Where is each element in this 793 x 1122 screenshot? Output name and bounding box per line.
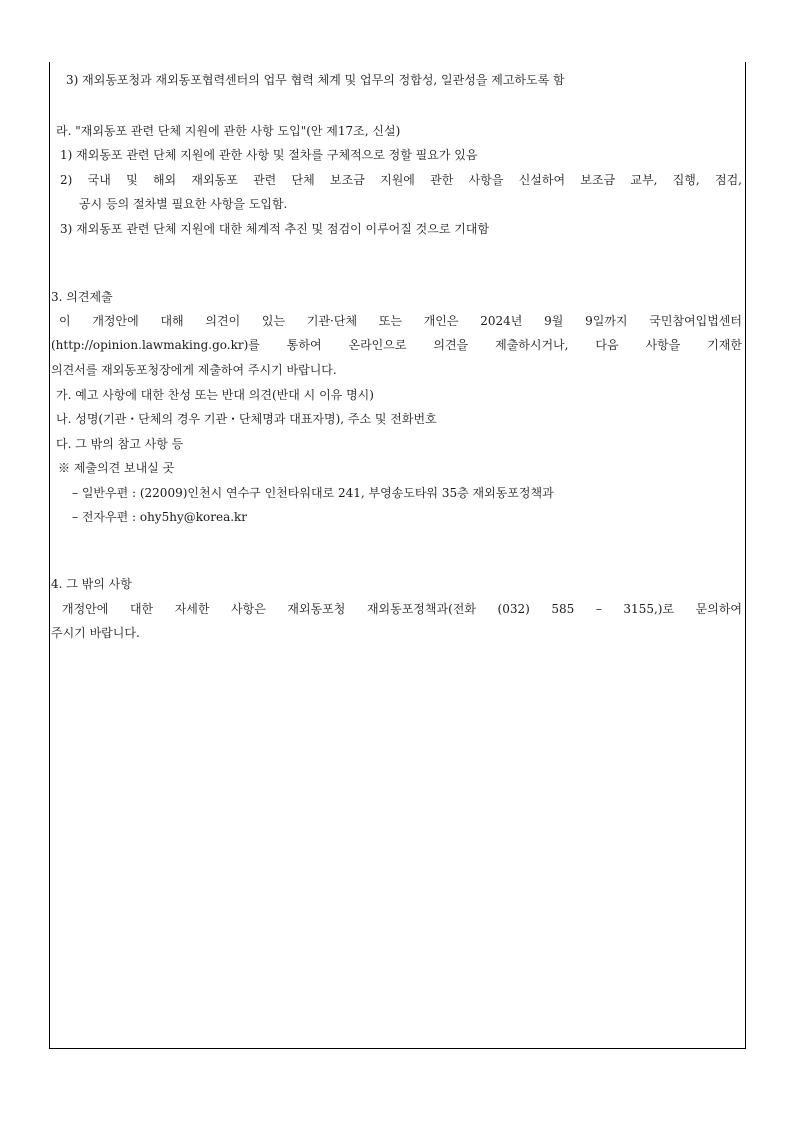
other-paragraph-line-2: 주시기 바랍니다. [51, 626, 140, 640]
opinion-paragraph-line-2: (http://opinion.lawmaking.go.kr)를 통하여 온라인으로 의견을 제출하시거나, 다음 사항을 기재한 [51, 338, 742, 352]
section-ra-heading: 라. "재외동포 관련 단체 지원에 관한 사항 도입"(안 제17조, 신설) [56, 124, 401, 138]
opinion-item-ga: 가. 예고 사항에 대한 찬성 또는 반대 의견(반대 시 이유 명시) [56, 388, 374, 402]
other-heading: 4. 그 밖의 사항 [51, 577, 132, 591]
item-3-cooperation: 3) 재외동포청과 재외동포협력센터의 업무 협력 체계 및 업무의 정합성, 일관성을 제고하도록 함 [66, 73, 565, 87]
other-paragraph-line-1: 개정안에 대한 자세한 사항은 재외동포청 재외동포정책과(전화 (032) 585 – 3155,)로 문의하여 [62, 602, 742, 616]
section-ra-item-2-line-2: 공시 등의 절차별 필요한 사항을 도입함. [79, 197, 288, 211]
submission-address-note: ※ 제출의견 보내실 곳 [58, 461, 175, 475]
section-ra-item-1: 1) 재외동포 관련 단체 지원에 관한 사항 및 절차를 구체적으로 정할 필요가 있음 [60, 148, 478, 162]
postal-address: – 일반우편 : (22009)인천시 연수구 인천타워대로 241, 부영송도타워 35층 재외동포정책과 [72, 486, 554, 500]
opinion-item-na: 나. 성명(기관・단체의 경우 기관・단체명과 대표자명), 주소 및 전화번호 [56, 412, 437, 426]
opinion-paragraph-line-1: 이 개정안에 대해 의견이 있는 기관·단체 또는 개인은 2024년 9월 9일까지 국민참여입법센터 [59, 314, 742, 328]
section-ra-item-3: 3) 재외동포 관련 단체 지원에 대한 체계적 추진 및 점검이 이루어질 것으로 기대함 [60, 222, 490, 236]
email-address: – 전자우편 : ohy5hy@korea.kr [72, 510, 248, 524]
opinion-item-da: 다. 그 밖의 참고 사항 등 [56, 437, 184, 451]
opinion-paragraph-line-3: 의견서를 재외동포청장에게 제출하여 주시기 바랍니다. [51, 363, 337, 377]
section-ra-item-2-line-1: 2) 국내 및 해외 재외동포 관련 단체 보조금 지원에 관한 사항을 신설하여 보조금 교부, 집행, 점검, [60, 173, 742, 187]
opinion-heading: 3. 의견제출 [51, 290, 113, 304]
